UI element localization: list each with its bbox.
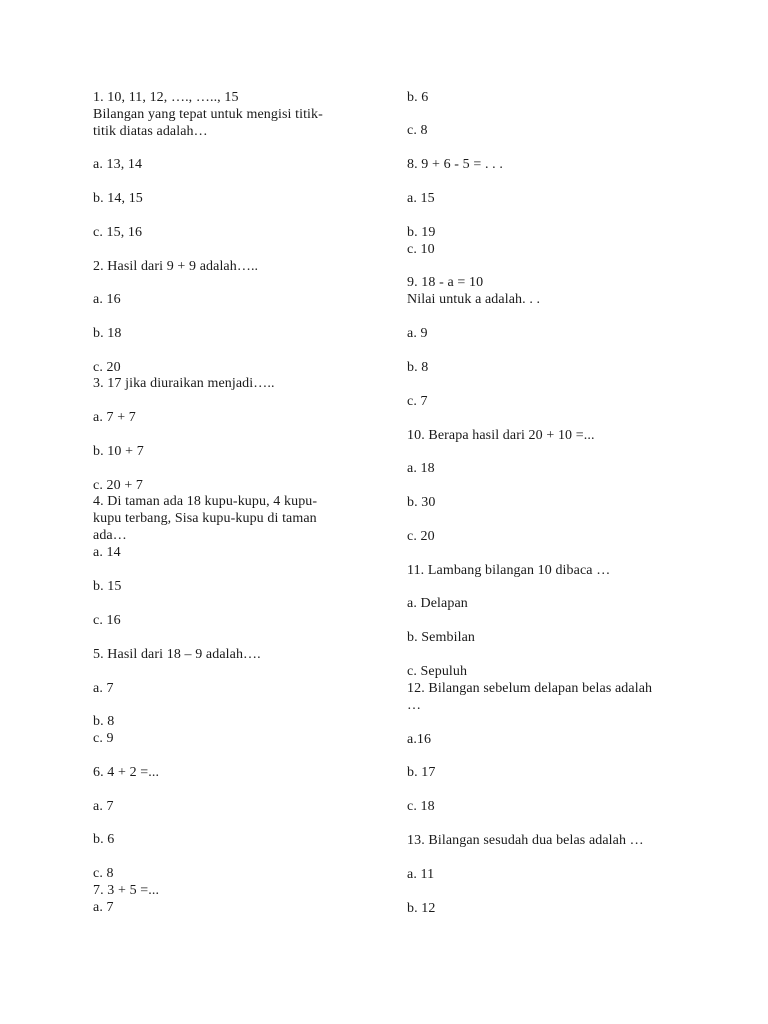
left-column-line: c. 9	[93, 731, 114, 746]
right-column-line: …	[407, 698, 422, 713]
right-column-line: c. 10	[407, 242, 435, 257]
left-column-line: kupu terbang, Sisa kupu-kupu di taman	[93, 511, 317, 526]
right-column-line: a. Delapan	[407, 596, 468, 611]
right-column-line: b. 17	[407, 765, 436, 780]
right-column-line: a. 18	[407, 461, 435, 476]
left-column-line: a. 7	[93, 799, 114, 814]
right-column-line: 12. Bilangan sebelum delapan belas adalah	[407, 681, 653, 696]
left-column-line: 2. Hasil dari 9 + 9 adalah…..	[93, 259, 259, 274]
left-column-line: 7. 3 + 5 =...	[93, 883, 160, 898]
left-column-line: c. 20 + 7	[93, 478, 144, 493]
left-column-line: 4. Di taman ada 18 kupu-kupu, 4 kupu-	[93, 494, 318, 509]
left-column-line: 1. 10, 11, 12, …., ….., 15	[93, 90, 239, 105]
left-column-line: c. 16	[93, 613, 121, 628]
left-column-line: b. 18	[93, 326, 122, 341]
right-column-line: c. 8	[407, 123, 428, 138]
right-column-line: b. 19	[407, 225, 436, 240]
left-column-line: titik diatas adalah…	[93, 124, 208, 139]
right-column-line: b. 30	[407, 495, 436, 510]
left-column-line: c. 15, 16	[93, 225, 143, 240]
left-column-line: b. 6	[93, 832, 115, 847]
right-column-line: Nilai untuk a adalah. . .	[407, 292, 541, 307]
left-column-line: c. 8	[93, 866, 114, 881]
right-column-line: a. 11	[407, 867, 435, 882]
right-column-line: a. 9	[407, 326, 428, 341]
right-column-line: a.16	[407, 732, 432, 747]
left-column-line: 5. Hasil dari 18 – 9 adalah….	[93, 647, 261, 662]
left-column-line: 3. 17 jika diuraikan menjadi…..	[93, 376, 275, 391]
right-column-line: c. Sepuluh	[407, 664, 468, 679]
left-column-line: 6. 4 + 2 =...	[93, 765, 160, 780]
right-column-line: a. 15	[407, 191, 435, 206]
right-column-line: b. 6	[407, 90, 429, 105]
right-column-line: c. 20	[407, 529, 435, 544]
right-column-line: 9. 18 - a = 10	[407, 275, 484, 290]
left-column-line: a. 16	[93, 292, 121, 307]
right-column-line: b. 8	[407, 360, 429, 375]
right-column-line: b. Sembilan	[407, 630, 475, 645]
left-column-line: a. 7	[93, 681, 114, 696]
left-column-line: ada…	[93, 528, 127, 543]
right-column-line: c. 18	[407, 799, 435, 814]
left-column-line: c. 20	[93, 360, 121, 375]
left-column-line: a. 14	[93, 545, 121, 560]
right-column-line: 8. 9 + 6 - 5 = . . .	[407, 157, 503, 172]
left-column-line: a. 13, 14	[93, 157, 143, 172]
right-column-line: 13. Bilangan sesudah dua belas adalah …	[407, 833, 644, 848]
left-column-line: b. 8	[93, 714, 115, 729]
left-column-line: Bilangan yang tepat untuk mengisi titik-	[93, 107, 323, 122]
left-column-line: b. 15	[93, 579, 122, 594]
left-column-line: b. 10 + 7	[93, 444, 144, 459]
right-column-line: 10. Berapa hasil dari 20 + 10 =...	[407, 428, 595, 443]
left-column-line: a. 7 + 7	[93, 410, 136, 425]
right-column-line: c. 7	[407, 394, 428, 409]
left-column-line: b. 14, 15	[93, 191, 143, 206]
right-column-line: b. 12	[407, 901, 436, 916]
right-column-line: 11. Lambang bilangan 10 dibaca …	[407, 563, 611, 578]
left-column-line: a. 7	[93, 900, 114, 915]
